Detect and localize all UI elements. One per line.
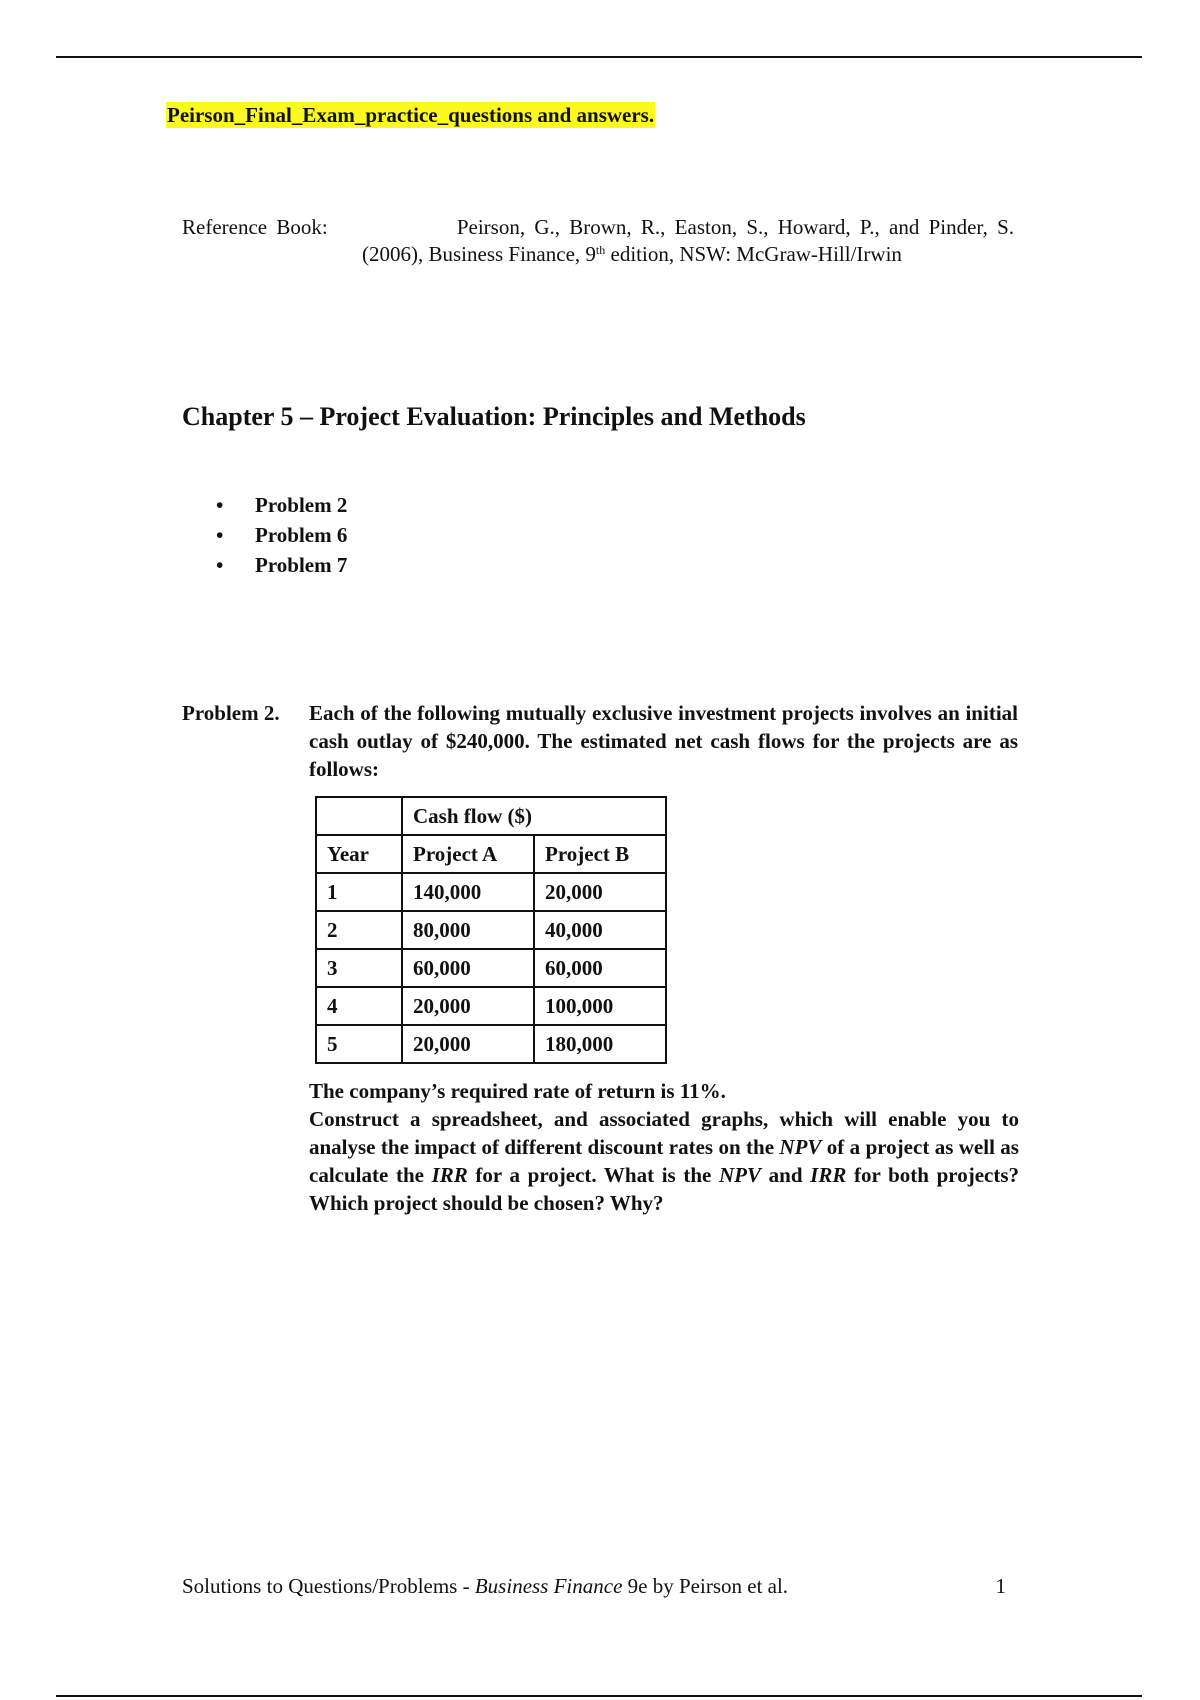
table-group-header: Cash flow ($) [402, 797, 666, 835]
footer-text: Solutions to Questions/Problems - Business Finance 9e by Peirson et al. [182, 1574, 789, 1598]
table-cell: 80,000 [402, 911, 534, 949]
table-row [316, 987, 666, 1025]
table-cell: 140,000 [402, 873, 534, 911]
question-text: Construct a spreadsheet, and associated graphs, which will enable you to analyse the impact of different discount rates on the NPV of a project as well as calculate the IRR for a project. What is the NPV and IRR for both projects? Which project should be chosen? Why? [309, 1107, 1019, 1215]
problem-2-statement [182, 699, 1018, 783]
bottom-rule [56, 1695, 1142, 1697]
required-rate-text: The company’s required rate of return is 11%. [309, 1079, 726, 1103]
table-cell: 60,000 [534, 949, 666, 987]
table-header-row [316, 835, 666, 873]
problem-2-label: Problem 2. [182, 701, 280, 725]
chapter-heading: Chapter 5 – Project Evaluation: Principles and Methods [182, 402, 806, 431]
document-title: Peirson_Final_Exam_practice_questions and answers. [167, 103, 655, 127]
reference-authors: Peirson, G., Brown, R., Easton, S., Howard, P., and Pinder, S. [456, 215, 1014, 239]
table-cell: 5 [316, 1025, 402, 1063]
table-cell: 20,000 [402, 987, 534, 1025]
reference-label: Reference Book: [182, 215, 328, 239]
table-cell: 100,000 [534, 987, 666, 1025]
reference-citation: (2006), Business Finance, 9th edition, NSW: McGraw-Hill/Irwin [362, 242, 902, 266]
table-header-cell: Project B [534, 835, 666, 873]
table-header-cell: Project A [402, 835, 534, 873]
cash-flow-table [315, 796, 667, 1064]
table-row [316, 949, 666, 987]
page-number: 1 [995, 1574, 1006, 1598]
table-cell: 40,000 [534, 911, 666, 949]
list-item: • Problem 2 [216, 493, 348, 517]
problem-2-question [309, 1077, 1019, 1217]
table-cell: 1 [316, 873, 402, 911]
top-rule [56, 56, 1142, 58]
list-item: • Problem 7 [216, 553, 348, 577]
page-footer [182, 1574, 1006, 1599]
table-cell: 2 [316, 911, 402, 949]
table-cell: 3 [316, 949, 402, 987]
table-row [316, 911, 666, 949]
table-cell: 4 [316, 987, 402, 1025]
table-row [316, 873, 666, 911]
table-cell: 60,000 [402, 949, 534, 987]
table-cell: 20,000 [402, 1025, 534, 1063]
table-cell [316, 797, 402, 835]
problem-2-text: Each of the following mutually exclusive investment projects involves an initial cash outlay of $240,000. The estimated net cash flows for the projects are as follows: [309, 701, 1018, 781]
table-cell: 20,000 [534, 873, 666, 911]
reference-book [182, 214, 1014, 268]
problem-list [216, 490, 347, 580]
table-cell: 180,000 [534, 1025, 666, 1063]
table-row [316, 1025, 666, 1063]
list-item: • Problem 6 [216, 523, 348, 547]
table-header-cell: Year [316, 835, 402, 873]
